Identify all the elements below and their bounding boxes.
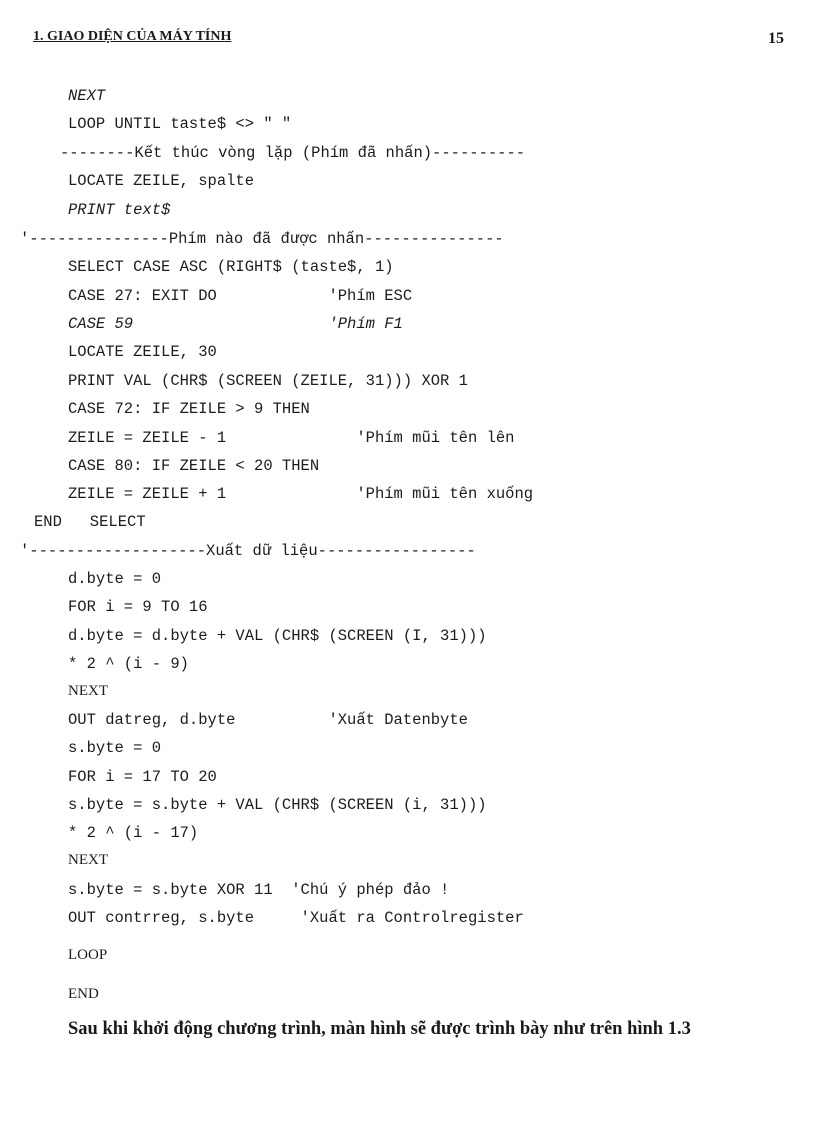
code-line: SELECT CASE ASC (RIGHT$ (taste$, 1)	[68, 258, 394, 276]
code-line: d.byte = 0	[68, 570, 162, 588]
code-line: NEXT	[68, 683, 108, 699]
code-line: PRINT text$	[68, 201, 171, 219]
code-line: '---------------Phím nào đã được nhấn---------------	[20, 230, 504, 248]
code-line: FOR i = 17 TO 20	[68, 768, 217, 786]
code-line: NEXT	[68, 87, 106, 105]
code-line: OUT contrreg, s.byte 'Xuất ra Controlregister	[68, 909, 524, 927]
code-line: * 2 ^ (i - 9)	[68, 655, 189, 673]
code-line: s.byte = s.byte XOR 11 'Chú ý phép đảo !	[68, 881, 450, 899]
body-paragraph: Sau khi khởi động chương trình, màn hình sẽ được trình bày như trên hình 1.3	[68, 1019, 691, 1039]
code-line: CASE 27: EXIT DO 'Phím ESC	[68, 287, 413, 305]
code-line: PRINT VAL (CHR$ (SCREEN (ZEILE, 31))) XOR 1	[68, 372, 468, 390]
code-line: END	[68, 986, 99, 1002]
code-line: END SELECT	[34, 513, 146, 531]
code-line: d.byte = d.byte + VAL (CHR$ (SCREEN (I, 31)))	[68, 627, 487, 645]
code-line: CASE 72: IF ZEILE > 9 THEN	[68, 400, 310, 418]
code-line: LOCATE ZEILE, 30	[68, 343, 217, 361]
code-line: * 2 ^ (i - 17)	[68, 824, 199, 842]
code-line: --------Kết thúc vòng lặp (Phím đã nhấn)----------	[60, 144, 526, 162]
code-line: CASE 80: IF ZEILE < 20 THEN	[68, 457, 320, 475]
code-line: CASE 59 'Phím F1	[68, 315, 403, 333]
code-line: OUT datreg, d.byte 'Xuất Datenbyte	[68, 711, 468, 729]
page-number: 15	[768, 30, 784, 47]
code-line: ZEILE = ZEILE + 1 'Phím mũi tên xuống	[68, 485, 534, 503]
code-line: LOOP UNTIL taste$ <> " "	[68, 115, 292, 133]
code-line: s.byte = 0	[68, 739, 162, 757]
chapter-title: 1. GIAO DIỆN CỦA MÁY TÍNH	[33, 29, 232, 44]
code-line: s.byte = s.byte + VAL (CHR$ (SCREEN (i, 31)))	[68, 796, 487, 814]
code-line: FOR i = 9 TO 16	[68, 598, 208, 616]
code-line: LOOP	[68, 947, 108, 963]
code-line: ZEILE = ZEILE - 1 'Phím mũi tên lên	[68, 429, 515, 447]
code-line: '-------------------Xuất dữ liệu-----------------	[20, 542, 476, 560]
code-line: NEXT	[68, 852, 108, 868]
code-line: LOCATE ZEILE, spalte	[68, 172, 255, 190]
